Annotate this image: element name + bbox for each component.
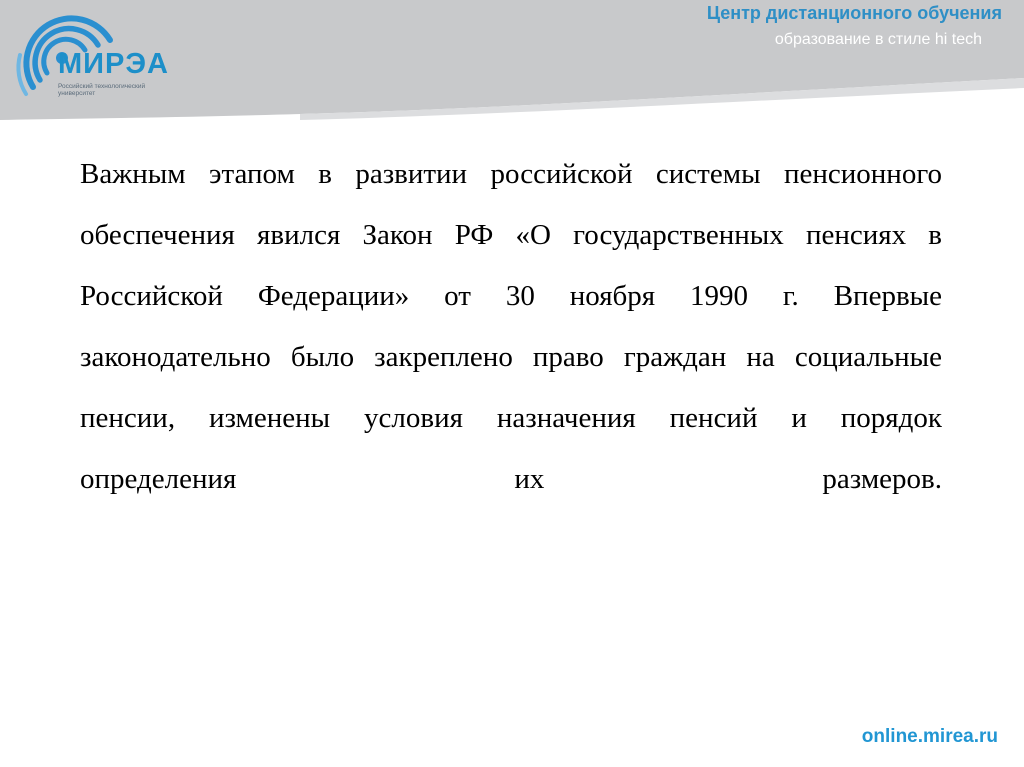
center-title: Центр дистанционного обучения	[706, 3, 1002, 23]
main-paragraph: Важным этапом в развитии российской системы пенсионного обеспечения явился Закон РФ «О государственных пенсиях в Российской Федерации» от 30 ноября 1990 г. Впервые законодательно было закреплено право граждан на социальные пенсии, изменены условия назначения пенсий и порядок определения их размеров.	[80, 158, 942, 495]
center-tagline: образование в стиле hi tech	[774, 31, 982, 48]
logo-wordmark: МИРЭА	[58, 48, 169, 80]
logo	[0, 0, 170, 125]
logo-subtitle: Российский технологический университет	[58, 83, 146, 97]
footer-url[interactable]: online.mirea.ru	[861, 726, 998, 747]
